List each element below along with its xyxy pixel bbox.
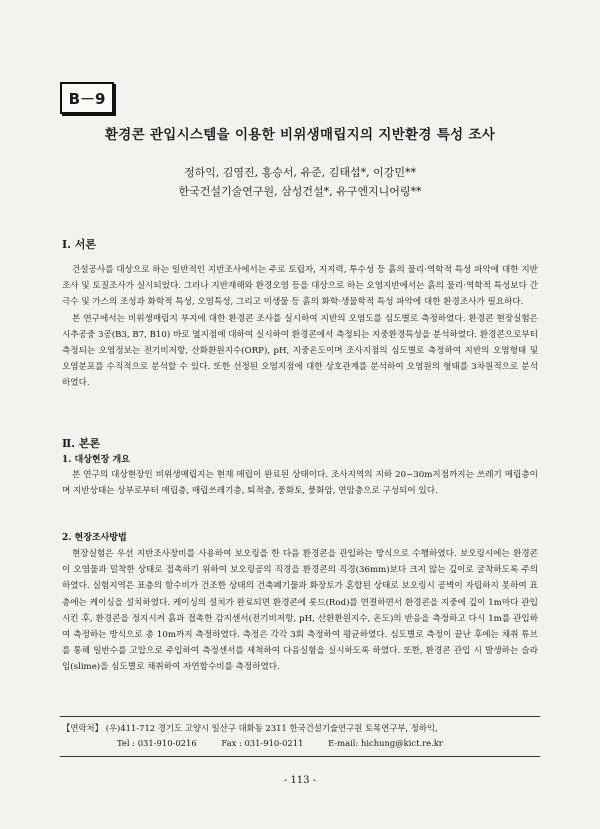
affiliation-list: 한국건설기술연구원, 삼성건설*, 유구엔지니어링** — [178, 185, 422, 198]
site-overview-body — [62, 467, 538, 499]
introduction-body — [62, 262, 538, 392]
section-heading-main: Ⅱ. 본론 — [62, 437, 101, 450]
section-heading-introduction: Ⅰ. 서론 — [62, 238, 97, 251]
contact-info — [62, 721, 542, 751]
paragraph: 현장실험은 우선 지반조사장비를 사용하여 보오링을 한 다음 환경콘을 관입하는 방식으로 수행하였다. 보오링시에는 환경콘이 오염물과 밀착한 상태로 접촉하기 위하여 보오링공의 직경을 환경콘의 직경(36mm)보다 크지 않는 깊이로 굴착하도록 주의하였다. 실험지역은 표층의 함수비가 건조한 상태의 건축폐기물과 화장토가 혼합된 상태로 보오링시 공벽이 자립하지 못하여 표층에는 케이싱을 설치하였다. 케이싱의 설치가 완료되면 환경콘에 롯드(Rod)를 연결하면서 환경콘을 지중에 깊이 1m마다 관입시킨 후, 환경콘을 정지시켜 흙과 접촉한 감지센서(전기비저항, pH, 산환환원지수, 온도)의 반응을 측정하고 다시 1m를 관입하여 측정하는 방식으로 총 10m까지 측정하였다. 측정은 각각 3회 측정하여 평균하였다. 심도별로 측정이 끝난 후에는 채취 튜브를 통해 일반수를 고압으로 주입하여 측정센서를 세척하여 다음실험을 실시하도록 하였다. 또한, 환경콘 관입 시 발생하는 슬라임(slime)을 심도별로 채취하여 자연함수비를 측정하였다. — [62, 549, 538, 673]
contact-label: 【연락처】 — [62, 723, 104, 733]
author-list: 정하익, 김영진, 홍승서, 유준, 김태섭*, 이강민** — [183, 166, 417, 179]
footer-divider-bottom — [60, 756, 540, 757]
section-tag: B－9 — [60, 82, 114, 114]
subsection-heading-site: 1. 대상현장 개요 — [62, 455, 130, 465]
paragraph: 건설공사를 대상으로 하는 일반적인 지반조사에서는 주로 토립자, 지지력, 투수성 등 흙의 물리·역학적 특성 파악에 대한 지반조사 및 토질조사가 실시되었다. 그러나 지반재해와 환경오염 등을 대상으로 하는 오염지반에서는 흙의 물리·역학적 특성보다 간극수 및 가스의 조성과 화학적 특성, 오염특성, 그리고 미생물 등 흙의 화학·생물학적 특성 파악에 대한 환경조사가 필요하다. — [62, 265, 538, 308]
contact-tel: Tel : 031-910-0216 — [117, 738, 197, 748]
footer-divider — [60, 716, 540, 717]
method-body — [62, 546, 538, 676]
paper-title: 환경콘 관입시스템을 이용한 비위생매립지의 지반환경 특성 조사 — [104, 127, 496, 143]
paragraph: 본 연구에서는 비위생매립지 부지에 대한 환경콘 조사를 실시하여 지반의 오염도를 심도별로 측정하였다. 환경콘 현장실험은 시추공중 3공(B3, B7, B10) 바로 옆지점에 대하여 실시하여 환경콘에서 측정되는 지중환경특성을 분석하였다. 환경콘으로부터 측정되는 오염정보는 전기비저항, 산화환원지수(ORP), pH, 지중온도이며 조사지점의 심도별로 측정하여 지반의 오염형태 및 오염분포를 수직적으로 분석할 수 있다. 또한 선정된 오염지점에 대한 상호관계를 분석하여 오염원의 형태를 3차원적으로 분석하였다. — [62, 313, 538, 389]
contact-address: (우)411-712 경기도 고양시 일산구 대화동 2311 한국건설기술연구원 토목연구부, 정하익, — [105, 723, 438, 733]
contact-fax: Fax : 031-910-0211 — [221, 738, 304, 748]
author-block — [0, 163, 600, 201]
paragraph: 본 연구의 대상현장인 비위생매립지는 현재 매립이 완료된 상태이다. 조사지역의 지하 20~30m지점까지는 쓰레기 매립층이며 지반상태는 상부로부터 매립층, 매립쓰레기층, 퇴적층, 풍화토, 풍화암, 연암층으로 구성되어 있다. — [62, 470, 538, 497]
page-number: - 113 - — [283, 775, 317, 786]
subsection-heading-method: 2. 현장조사방법 — [62, 533, 127, 543]
contact-email: E-mail: hichung@kict.re.kr — [328, 738, 443, 748]
